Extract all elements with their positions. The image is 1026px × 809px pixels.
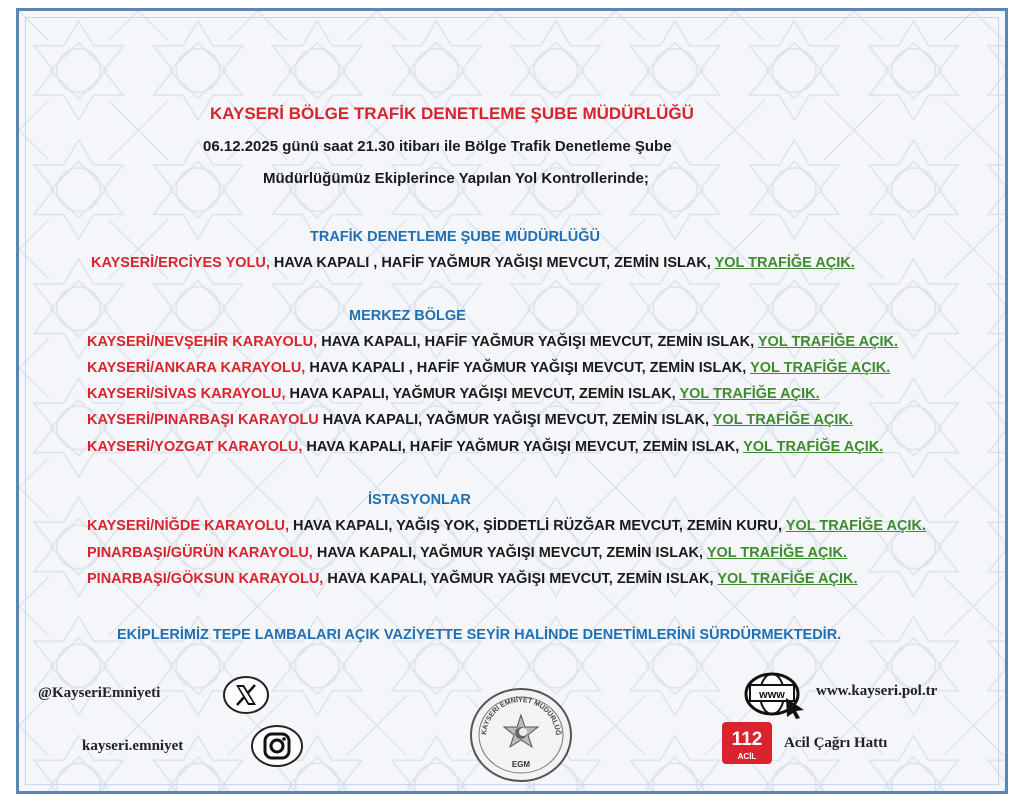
road-conditions: HAVA KAPALI, YAĞMUR YAĞIŞI MEVCUT, ZEMİN ISLAK,: [312, 545, 707, 561]
twitter-handle[interactable]: @KayseriEmniyeti: [38, 685, 161, 701]
road-status: YOL TRAFİĞE AÇIK.: [757, 334, 899, 350]
seal-top-text: KAYSERİ EMNİYET MÜDÜRLÜĞ: [481, 696, 562, 736]
report-row: [87, 360, 890, 376]
road-conditions: HAVA KAPALI, HAFİF YAĞMUR YAĞIŞI MEVCUT, ZEMİN ISLAK,: [302, 439, 744, 455]
road-conditions: HAVA KAPALI , HAFİF YAĞMUR YAĞIŞI MEVCUT, ZEMİN ISLAK,: [305, 360, 751, 376]
report-row: [91, 255, 855, 271]
road-name: KAYSERİ/NİĞDE KARAYOLU,: [87, 518, 289, 534]
report-row: [87, 545, 847, 561]
road-conditions: HAVA KAPALI, YAĞMUR YAĞIŞI MEVCUT, ZEMİN ISLAK,: [318, 412, 713, 428]
instagram-icon[interactable]: [250, 724, 304, 768]
emergency-112-badge[interactable]: [722, 722, 772, 764]
www-label: www: [759, 689, 785, 701]
document-title: KAYSERİ BÖLGE TRAFİK DENETLEME ŞUBE MÜDÜRLÜĞÜ: [210, 104, 694, 123]
instagram-handle[interactable]: kayseri.emniyet: [82, 738, 184, 754]
road-conditions: HAVA KAPALI, YAĞMUR YAĞIŞI MEVCUT, ZEMİN ISLAK,: [285, 386, 680, 402]
road-conditions: HAVA KAPALI, HAFİF YAĞMUR YAĞIŞI MEVCUT, ZEMİN ISLAK,: [317, 334, 758, 350]
road-name: KAYSERİ/PINARBAŞI KARAYOLU: [87, 412, 319, 428]
road-status: YOL TRAFİĞE AÇIK.: [750, 360, 891, 376]
road-name: PINARBAŞI/GÖKSUN KARAYOLU,: [87, 571, 324, 587]
road-status: YOL TRAFİĞE AÇIK.: [714, 255, 855, 271]
x-logo-icon[interactable]: [222, 675, 270, 715]
seal-bottom-text: EGM: [511, 760, 531, 769]
subtitle-line-2: Müdürlüğümüz Ekiplerince Yapılan Yol Kontrollerinde;: [263, 170, 649, 187]
report-row: [87, 412, 853, 428]
road-conditions: HAVA KAPALI , HAFİF YAĞMUR YAĞIŞI MEVCUT, ZEMİN ISLAK,: [269, 255, 715, 271]
road-name: KAYSERİ/ERCİYES YOLU,: [91, 255, 270, 271]
website-link[interactable]: www.kayseri.pol.tr: [816, 683, 938, 699]
section-heading-trafik: TRAFİK DENETLEME ŞUBE MÜDÜRLÜĞÜ: [310, 229, 600, 245]
report-row: [87, 334, 898, 350]
road-name: KAYSERİ/YOZGAT KARAYOLU,: [87, 439, 303, 455]
section-heading-merkez: MERKEZ BÖLGE: [349, 308, 466, 324]
emergency-number: 112: [731, 729, 763, 750]
report-row: [87, 518, 926, 534]
emergency-badge-sub: ACİL: [737, 752, 757, 761]
report-row: [87, 439, 883, 455]
police-seal-icon: [466, 685, 576, 785]
road-status: YOL TRAFİĞE AÇIK.: [785, 518, 926, 534]
road-status: YOL TRAFİĞE AÇIK.: [679, 386, 820, 402]
road-conditions: HAVA KAPALI, YAĞMUR YAĞIŞI MEVCUT, ZEMİN ISLAK,: [323, 571, 718, 587]
road-status: YOL TRAFİĞE AÇIK.: [712, 412, 853, 428]
road-name: PINARBAŞI/GÜRÜN KARAYOLU,: [87, 545, 313, 561]
road-status: YOL TRAFİĞE AÇIK.: [717, 571, 858, 587]
report-row: [87, 571, 857, 587]
globe-cursor-icon[interactable]: [742, 670, 808, 720]
road-status: YOL TRAFİĞE AÇIK.: [743, 439, 884, 455]
road-name: KAYSERİ/NEVŞEHİR KARAYOLU,: [87, 334, 318, 350]
road-name: KAYSERİ/SİVAS KARAYOLU,: [87, 386, 286, 402]
section-heading-istasyonlar: İSTASYONLAR: [368, 492, 471, 508]
emergency-label: Acil Çağrı Hattı: [784, 735, 888, 751]
road-conditions: HAVA KAPALI, YAĞIŞ YOK, ŞİDDETLİ RÜZĞAR MEVCUT, ZEMİN KURU,: [288, 518, 786, 534]
subtitle-line-1: 06.12.2025 günü saat 21.30 itibarı ile Bölge Trafik Denetleme Şube: [203, 138, 672, 155]
road-name: KAYSERİ/ANKARA KARAYOLU,: [87, 360, 306, 376]
road-status: YOL TRAFİĞE AÇIK.: [706, 545, 847, 561]
closing-statement: EKİPLERİMİZ TEPE LAMBALARI AÇIK VAZİYETTE SEYİR HALİNDE DENETİMLERİNİ SÜRDÜRMEKTEDİR.: [117, 627, 842, 643]
report-row: [87, 386, 820, 402]
